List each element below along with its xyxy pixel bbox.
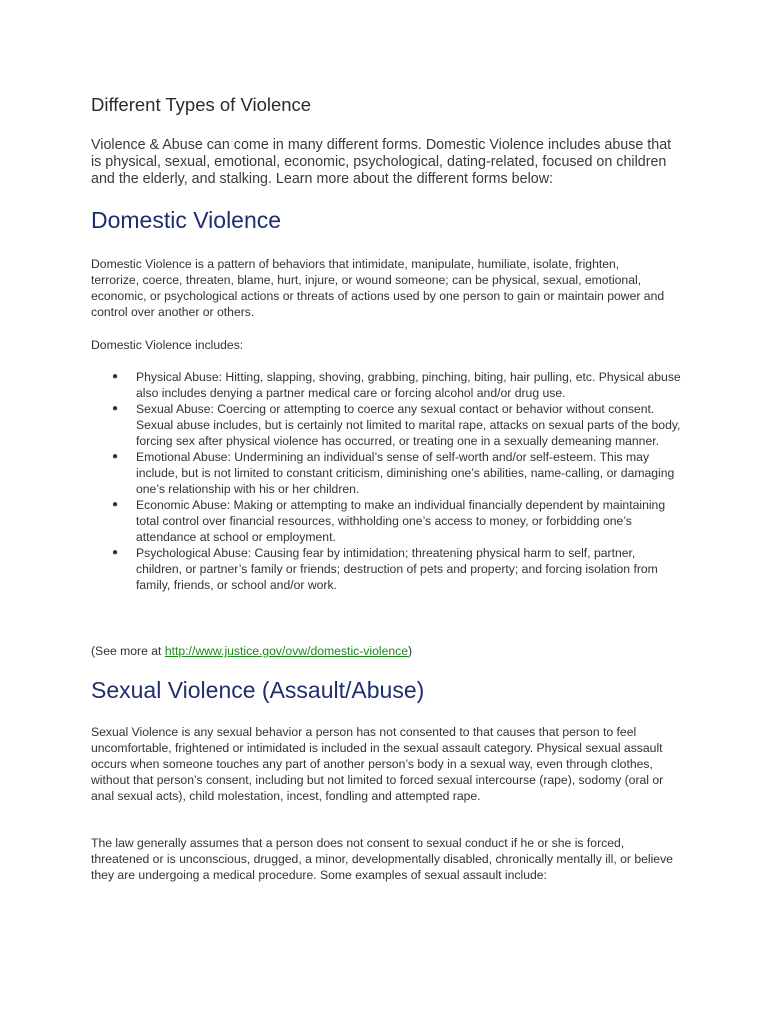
sexual-violence-paragraph-1: Sexual Violence is any sexual behavior a person has not consented to that causes that person to feel uncomfortable, frightened or intimidated is included in the sexual assault category. Physical sexual assault occurs when someone touches any part of another person’s body in a sexual way, even through clothes, without that person’s consent, including but not limited to forced sexual intercourse (rape), sodomy (oral or anal sexual acts), child molestation, incest, fondling and attempted rape. bbox=[91, 725, 664, 803]
bullet-icon: ● bbox=[112, 451, 119, 462]
list-item-economic-abuse bbox=[91, 497, 681, 545]
bullet-icon: ● bbox=[112, 499, 119, 510]
list-item-physical-abuse bbox=[91, 369, 681, 401]
domestic-violence-list bbox=[91, 369, 681, 593]
intro-paragraph: Violence & Abuse can come in many different forms. Domestic Violence includes abuse that is physical, sexual, emotional, economic, psychological, dating-related, focused on children and the elderly, and stalking. Learn more about the different forms below: bbox=[91, 137, 672, 187]
bullet-icon: ● bbox=[112, 547, 119, 558]
sexual-violence-heading: Sexual Violence (Assault/Abuse) bbox=[91, 677, 425, 703]
list-item-sexual-abuse bbox=[91, 401, 681, 449]
page-title: Different Types of Violence bbox=[91, 94, 312, 115]
list-item-emotional-abuse bbox=[91, 449, 681, 497]
bullet-icon: ● bbox=[112, 403, 119, 414]
bullet-icon: ● bbox=[112, 371, 119, 382]
justice-gov-link[interactable]: http://www.justice.gov/ovw/domestic-violence bbox=[164, 644, 409, 658]
list-item-text: Psychological Abuse: Causing fear by intimidation; threatening physical harm to self, partner, children, or partner’s family or friends; destruction of pets and property; and forcing isolation from family, friends, or school and/or work. bbox=[136, 546, 658, 592]
sexual-violence-paragraph-2: The law generally assumes that a person does not consent to sexual conduct if he or she is forced, threatened or is unconscious, drugged, a minor, developmentally disabled, chronically mentally ill, or believe they are undergoing a medical procedure. Some examples of sexual assault include: bbox=[91, 836, 673, 882]
list-item-text: Economic Abuse: Making or attempting to make an individual financially dependent by maintaining total control over financial resources, withholding one’s access to money, or forbidding one’s attendance at school or employment. bbox=[136, 498, 666, 544]
see-more-line bbox=[91, 643, 412, 659]
domestic-includes-label: Domestic Violence includes: bbox=[91, 338, 244, 352]
see-more-suffix: ) bbox=[408, 644, 413, 658]
list-item-text: Emotional Abuse: Undermining an individual’s sense of self-worth and/or self-esteem. This may include, but is not limited to constant criticism, diminishing one’s abilities, name-calling, or damaging one’s relationship with his or her children. bbox=[136, 450, 675, 496]
list-item-text: Sexual Abuse: Coercing or attempting to coerce any sexual contact or behavior without consent. Sexual abuse includes, but is certainly not limited to marital rape, attacks on sexual parts of the body, forcing sex after physical violence has occurred, or treating one in a sexually demeaning manner. bbox=[136, 402, 681, 448]
domestic-definition-paragraph: Domestic Violence is a pattern of behaviors that intimidate, manipulate, humiliate, isolate, frighten, terrorize, coerce, threaten, blame, hurt, injure, or wound someone; can be physical, sexual, emotional, economic, or psychological actions or threats of actions used by one person to gain or maintain power and control over another or others. bbox=[91, 257, 665, 319]
see-more-prefix: (See more at bbox=[91, 644, 165, 658]
domestic-violence-heading: Domestic Violence bbox=[91, 207, 282, 233]
list-item-text: Physical Abuse: Hitting, slapping, shoving, grabbing, pinching, biting, hair pulling, etc. Physical abuse also includes denying a partner medical care or forcing alcohol and/or drug use. bbox=[136, 370, 681, 400]
list-item-psychological-abuse bbox=[91, 545, 681, 593]
